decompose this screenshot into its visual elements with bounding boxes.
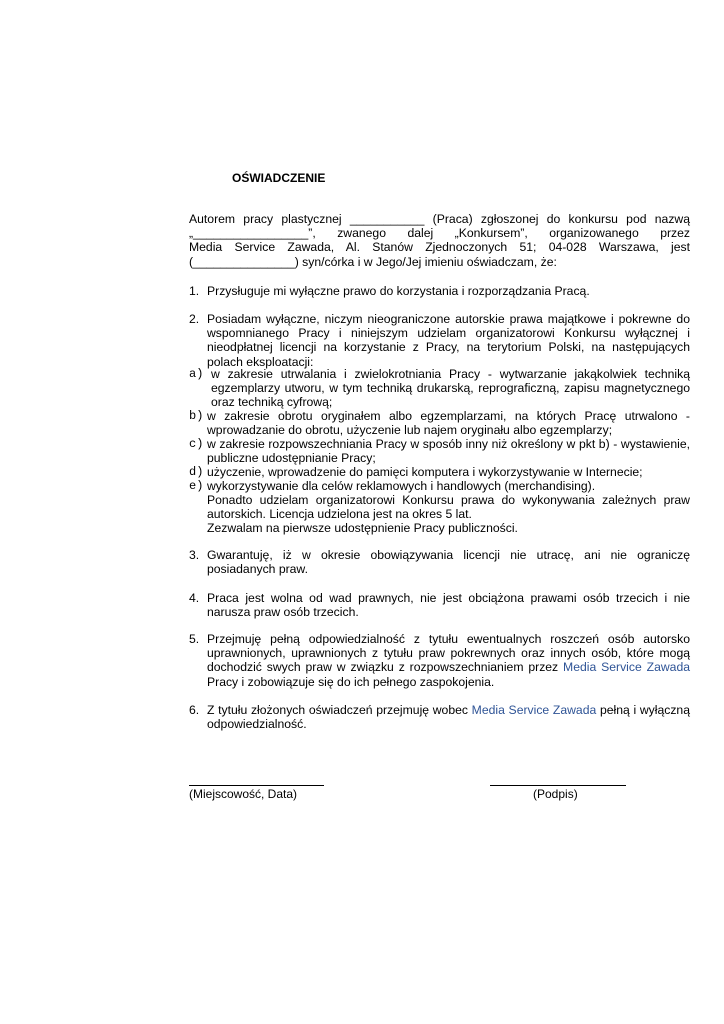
- subitem-letter: d): [189, 465, 204, 479]
- item-text: Przysługuje mi wyłączne prawo do korzystania i rozporządzania Pracą.: [207, 284, 590, 298]
- item-text: [207, 703, 690, 731]
- list-item: [189, 312, 690, 369]
- item-number: 6.: [189, 703, 200, 717]
- intro-line-2: „_________________”, zwanego dalej „Konkursem”, organizowanego przez: [189, 226, 690, 241]
- subitem-letter: b): [189, 409, 204, 423]
- item-text-before: Przejmuję pełną odpowiedzialność z tytułu ewentualnych roszczeń osób autorsko uprawnionych, uprawnionych z tytułu praw pokrewnych oraz innych osób, które mogą dochodzić swych praw w związku z rozpowszechnianiem przez: [207, 632, 690, 675]
- subitem: [189, 437, 690, 465]
- company-name: Media Service Zawada: [471, 703, 597, 717]
- item-text: Praca jest wolna od wad prawnych, nie jest obciążona prawami osób trzecich i nie narusza praw osób trzecich.: [207, 591, 690, 620]
- subitem: [189, 409, 690, 437]
- extra-para-1: Ponadto udzielam organizatorowi Konkursu prawa do wykonywania zależnych praw autorskich. Licencja udzielona jest na okres 5 lat.: [207, 493, 690, 522]
- item2-extra: [189, 493, 690, 536]
- list-item: [189, 632, 690, 689]
- intro-line-3: Media Service Zawada, Al. Stanów Zjednoczonych 51; 04-028 Warszawa, jest: [189, 240, 690, 255]
- item-number: 2.: [189, 312, 200, 326]
- signature-line: [490, 785, 626, 786]
- item-number: 1.: [189, 284, 200, 298]
- intro-line-1: Autorem pracy plastycznej ___________ (Praca) zgłoszonej do konkursu pod nazwą: [189, 212, 690, 226]
- subitem-letter: a): [189, 367, 204, 381]
- item-text: Posiadam wyłączne, niczym nieograniczone autorskie prawa majątkowe i pokrewne do wspomnianego Pracy i niniejszym udzielam organizatorowi Konkursu wyłącznej i nieodpłatnej licencji na korzystanie z Pracy, na terytorium Polski, na następujących polach eksploatacji:: [207, 312, 690, 369]
- subitem-text: wykorzystywanie dla celów reklamowych i handlowych (merchandising).: [207, 479, 596, 493]
- place-date-label: (Miejscowość, Data): [189, 787, 298, 801]
- document-title: OŚWIADCZENIE: [232, 171, 326, 185]
- subitem-letter: e): [189, 479, 204, 493]
- subitem: [189, 367, 690, 410]
- subitem: [189, 465, 690, 479]
- list-item: [189, 591, 690, 619]
- item-number: 4.: [189, 591, 200, 605]
- signature-label: (Podpis): [533, 787, 578, 801]
- subitem-text: użyczenie, wprowadzenie do pamięci komputera i wykorzystywanie w Internecie;: [207, 465, 643, 479]
- subitem-letter: c): [189, 437, 204, 451]
- item-text-before: Z tytułu złożonych oświadczeń przejmuję wobec: [207, 703, 472, 717]
- list-item: [189, 703, 690, 731]
- item-text-after: Pracy i zobowiązuje się do ich pełnego zaspokojenia.: [207, 674, 495, 689]
- place-date-line: [189, 785, 324, 786]
- subitem-text: w zakresie rozpowszechniania Pracy w sposób inny niż określony w pkt b) - wystawienie, publiczne udostępnianie Pracy;: [207, 437, 690, 466]
- subitem-text: w zakresie utrwalania i zwielokrotniania Pracy - wytwarzanie jakąkolwiek techniką egzemplarzy utworu, w tym techniką drukarską, reprograficzną, zapisu magnetycznego oraz techniką cyfrową;: [211, 367, 690, 410]
- subitem-text: w zakresie obrotu oryginałem albo egzemplarzami, na których Pracę utrwalono - wprowadzanie do obrotu, użyczenie lub najem oryginału albo egzemplarzy;: [207, 409, 690, 438]
- list-item: [189, 284, 690, 298]
- list-item: [189, 548, 690, 576]
- item-text-after: pełną i wyłączną odpowiedzialność.: [207, 703, 690, 732]
- company-name: Media Service Zawada: [563, 660, 690, 675]
- item-number: 3.: [189, 548, 200, 562]
- item-text: Gwarantuję, iż w okresie obowiązywania licencji nie utracę, ani nie ograniczę posiadanych praw.: [207, 548, 690, 577]
- intro-line-4: (_______________) syn/córka i w Jego/Jej imieniu oświadczam, że:: [189, 254, 557, 269]
- intro-paragraph: [189, 212, 690, 269]
- subitem: [189, 479, 690, 493]
- item-number: 5.: [189, 632, 200, 646]
- extra-para-2: Zezwalam na pierwsze udostępnienie Pracy publiczności.: [207, 521, 518, 536]
- item-text: [207, 632, 690, 689]
